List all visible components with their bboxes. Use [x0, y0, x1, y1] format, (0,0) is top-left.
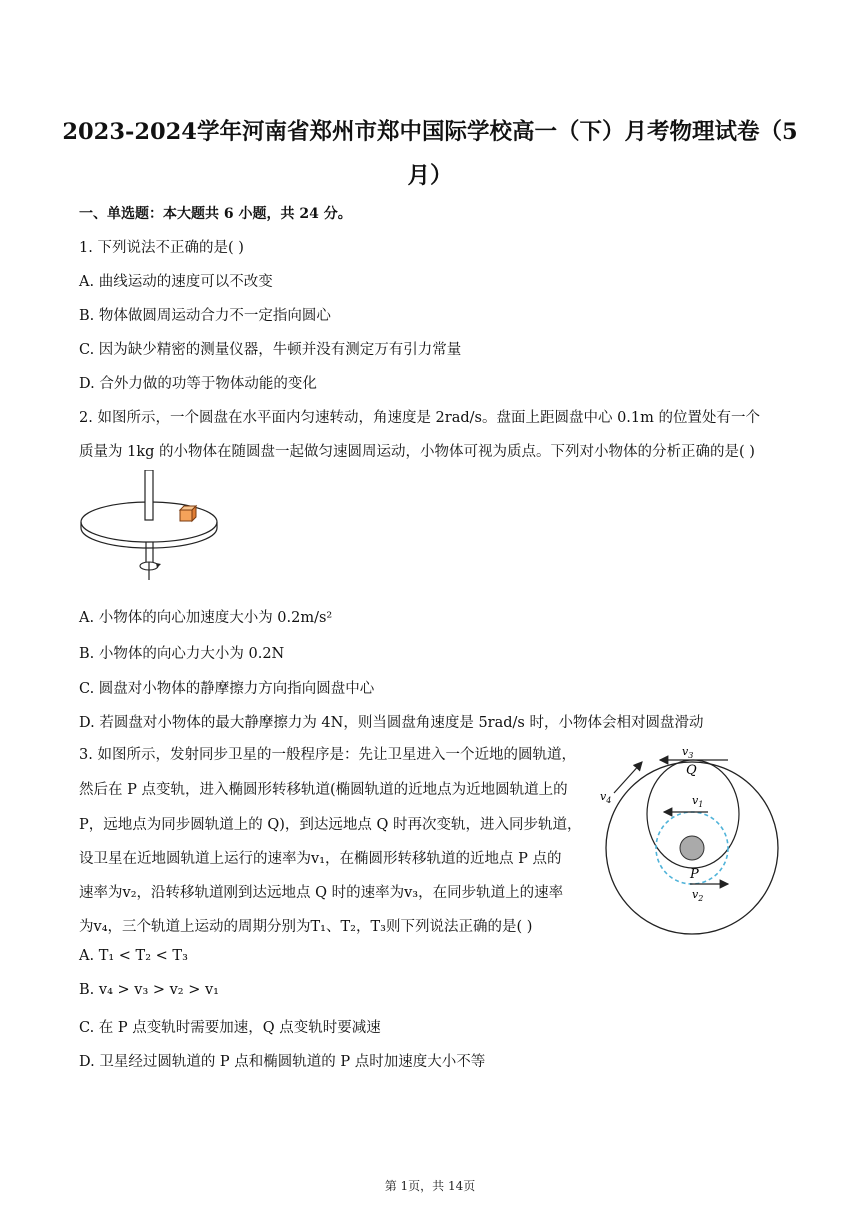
q1-stem: 1. 下列说法不正确的是( ): [79, 240, 244, 256]
q1-option-c: C. 因为缺少精密的测量仪器，牛顿并没有测定万有引力常量: [79, 342, 462, 358]
q3-stem-line-2: 然后在 P 点变轨，进入椭圆形转移轨道(椭圆轨道的近地点为近地圆轨道上的: [79, 782, 568, 798]
q2-option-a: A. 小物体的向心加速度大小为 0.2m/s²: [79, 610, 333, 626]
q3-option-a: A. T₁ < T₂ < T₃: [79, 948, 188, 964]
q3-stem-line-3: P，远地点为同步圆轨道上的 Q)，到达远地点 Q 时再次变轨，进入同步轨道，: [79, 817, 582, 833]
orbit-figure: [598, 738, 784, 938]
q1-option-d: D. 合外力做的功等于物体动能的变化: [79, 376, 317, 392]
page-footer: 第 1页，共 14页: [384, 1179, 476, 1193]
q2-option-c: C. 圆盘对小物体的静摩擦力方向指向圆盘中心: [79, 681, 375, 697]
title-line-1: 2023-2024学年河南省郑州市郑中国际学校高一（下）月考物理试卷（5: [62, 119, 798, 145]
label-q: Q: [686, 763, 697, 778]
q2-option-d: D. 若圆盘对小物体的最大静摩擦力为 4N，则当圆盘角速度是 5rad/s 时，小物体会相对圆盘滑动: [79, 715, 704, 731]
section-heading: 一、单选题：本大题共 6 小题，共 24 分。: [79, 206, 352, 222]
q2-option-b: B. 小物体的向心力大小为 0.2N: [79, 646, 285, 662]
q3-option-b: B. v₄ > v₃ > v₂ > v₁: [79, 982, 219, 998]
title-line-2: 月）: [407, 163, 453, 189]
block-on-disc: [180, 506, 196, 521]
q1-option-a: A. 曲线运动的速度可以不改变: [79, 274, 273, 290]
q2-stem-line-2: 质量为 1kg 的小物体在随圆盘一起做匀速圆周运动，小物体可视为质点。下列对小物体的分析正确的是( ): [79, 444, 755, 460]
q3-option-d: D. 卫星经过圆轨道的 P 点和椭圆轨道的 P 点时加速度大小不等: [79, 1054, 486, 1070]
label-v3: $v_3$: [682, 745, 694, 760]
label-v2: $v_2$: [692, 888, 704, 903]
q1-option-b: B. 物体做圆周运动合力不一定指向圆心: [79, 308, 331, 324]
q3-option-c: C. 在 P 点变轨时需要加速，Q 点变轨时要减速: [79, 1020, 381, 1036]
q3-stem-line-1: 3. 如图所示，发射同步卫星的一般程序是：先让卫星进入一个近地的圆轨道，: [79, 747, 576, 763]
q3-stem-line-4: 设卫星在近地圆轨道上运行的速率为v₁，在椭圆形转移轨道的近地点 P 点的: [79, 851, 562, 867]
q2-stem-line-1: 2. 如图所示，一个圆盘在水平面内匀速转动，角速度是 2rad/s。盘面上距圆盘中心 0.1m 的位置处有一个: [79, 410, 760, 426]
rotating-disc-figure: [76, 470, 221, 580]
q3-stem-line-6: 为v₄，三个轨道上运动的周期分别为T₁、T₂，T₃则下列说法正确的是( ): [79, 919, 533, 935]
earth: [680, 836, 704, 860]
label-v4: $v_4$: [600, 790, 612, 805]
label-v1: $v_1$: [692, 794, 704, 809]
q3-stem-line-5: 速率为v₂，沿转移轨道刚到达远地点 Q 时的速率为v₃，在同步轨道上的速率: [79, 885, 564, 901]
exam-title: [60, 110, 800, 198]
label-p: P: [690, 867, 699, 882]
